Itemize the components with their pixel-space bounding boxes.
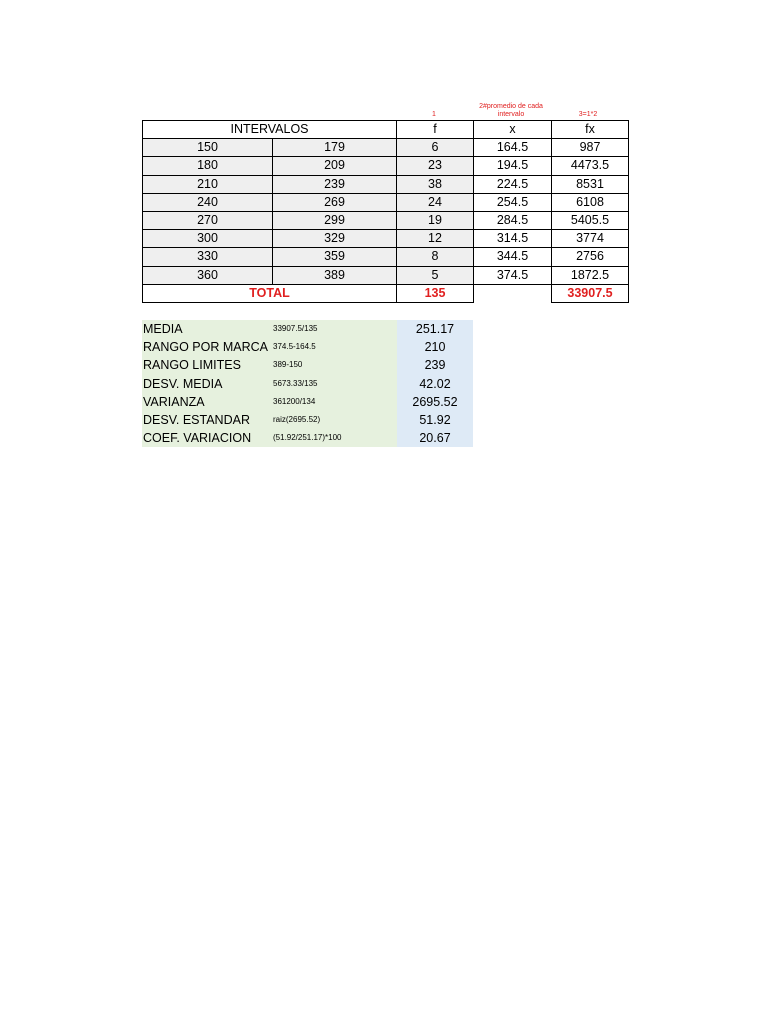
stat-formula: 33907.5/135 xyxy=(271,320,397,338)
stat-row xyxy=(142,393,473,411)
midpoint-cell: 284.5 xyxy=(474,211,552,229)
midpoint-cell: 164.5 xyxy=(474,139,552,157)
header-x: x xyxy=(474,121,552,139)
fx-cell: 8531 xyxy=(552,175,629,193)
stat-row xyxy=(142,338,473,356)
stat-label: RANGO POR MARCA xyxy=(142,338,271,356)
frequency-cell: 5 xyxy=(397,266,474,284)
header-intervals: INTERVALOS xyxy=(143,121,397,139)
stat-value: 251.17 xyxy=(397,320,473,338)
fx-cell: 3774 xyxy=(552,230,629,248)
stat-formula: 5673.33/135 xyxy=(271,375,397,393)
stat-label: COEF. VARIACION xyxy=(142,429,271,447)
header-fx: fx xyxy=(552,121,629,139)
stat-formula: 374.5-164.5 xyxy=(271,338,397,356)
interval-upper: 239 xyxy=(273,175,397,193)
interval-lower: 150 xyxy=(143,139,273,157)
table-row xyxy=(143,230,629,248)
midpoint-cell: 344.5 xyxy=(474,248,552,266)
stat-value: 2695.52 xyxy=(397,393,473,411)
stat-formula: 389-150 xyxy=(271,356,397,374)
total-label: TOTAL xyxy=(143,284,397,302)
interval-upper: 179 xyxy=(273,139,397,157)
table-row xyxy=(143,193,629,211)
interval-upper: 329 xyxy=(273,230,397,248)
interval-lower: 180 xyxy=(143,157,273,175)
stat-label: DESV. ESTANDAR xyxy=(142,411,271,429)
interval-upper: 359 xyxy=(273,248,397,266)
interval-upper: 299 xyxy=(273,211,397,229)
total-frequency: 135 xyxy=(397,284,474,302)
frequency-cell: 24 xyxy=(397,193,474,211)
interval-lower: 360 xyxy=(143,266,273,284)
total-fx: 33907.5 xyxy=(552,284,629,302)
fx-cell: 2756 xyxy=(552,248,629,266)
stat-row xyxy=(142,375,473,393)
stat-row xyxy=(142,320,473,338)
midpoint-cell: 254.5 xyxy=(474,193,552,211)
table-row xyxy=(143,157,629,175)
midpoint-cell: 194.5 xyxy=(474,157,552,175)
empty-cell xyxy=(474,284,552,302)
fx-cell: 987 xyxy=(552,139,629,157)
midpoint-cell: 224.5 xyxy=(474,175,552,193)
frequency-cell: 12 xyxy=(397,230,474,248)
stat-value: 51.92 xyxy=(397,411,473,429)
note-column-1: 1 xyxy=(432,111,436,118)
interval-lower: 300 xyxy=(143,230,273,248)
note-column-2: 2#promedio de cada intervalo xyxy=(479,103,543,118)
stat-label: VARIANZA xyxy=(142,393,271,411)
fx-cell: 6108 xyxy=(552,193,629,211)
interval-lower: 210 xyxy=(143,175,273,193)
fx-cell: 4473.5 xyxy=(552,157,629,175)
table-row xyxy=(143,211,629,229)
table-row xyxy=(143,175,629,193)
stat-value: 239 xyxy=(397,356,473,374)
interval-lower: 270 xyxy=(143,211,273,229)
stat-row xyxy=(142,411,473,429)
frequency-cell: 23 xyxy=(397,157,474,175)
fx-cell: 5405.5 xyxy=(552,211,629,229)
stat-formula: raiz(2695.52) xyxy=(271,411,397,429)
interval-lower: 240 xyxy=(143,193,273,211)
frequency-cell: 8 xyxy=(397,248,474,266)
interval-upper: 269 xyxy=(273,193,397,211)
frequency-table xyxy=(142,120,629,303)
midpoint-cell: 374.5 xyxy=(474,266,552,284)
stat-value: 42.02 xyxy=(397,375,473,393)
statistics-table xyxy=(142,320,473,447)
frequency-cell: 38 xyxy=(397,175,474,193)
stat-label: RANGO LIMITES xyxy=(142,356,271,374)
stat-row xyxy=(142,429,473,447)
frequency-cell: 6 xyxy=(397,139,474,157)
interval-upper: 389 xyxy=(273,266,397,284)
stat-value: 20.67 xyxy=(397,429,473,447)
interval-upper: 209 xyxy=(273,157,397,175)
stat-label: DESV. MEDIA xyxy=(142,375,271,393)
fx-cell: 1872.5 xyxy=(552,266,629,284)
stat-row xyxy=(142,356,473,374)
stat-formula: 361200/134 xyxy=(271,393,397,411)
table-row xyxy=(143,248,629,266)
header-row xyxy=(143,121,629,139)
total-row xyxy=(143,284,629,302)
stat-value: 210 xyxy=(397,338,473,356)
table-row xyxy=(143,266,629,284)
stat-label: MEDIA xyxy=(142,320,271,338)
frequency-cell: 19 xyxy=(397,211,474,229)
interval-lower: 330 xyxy=(143,248,273,266)
header-f: f xyxy=(397,121,474,139)
table-row xyxy=(143,139,629,157)
note-column-3: 3=1*2 xyxy=(578,111,598,118)
midpoint-cell: 314.5 xyxy=(474,230,552,248)
stat-formula: (51.92/251.17)*100 xyxy=(271,429,397,447)
